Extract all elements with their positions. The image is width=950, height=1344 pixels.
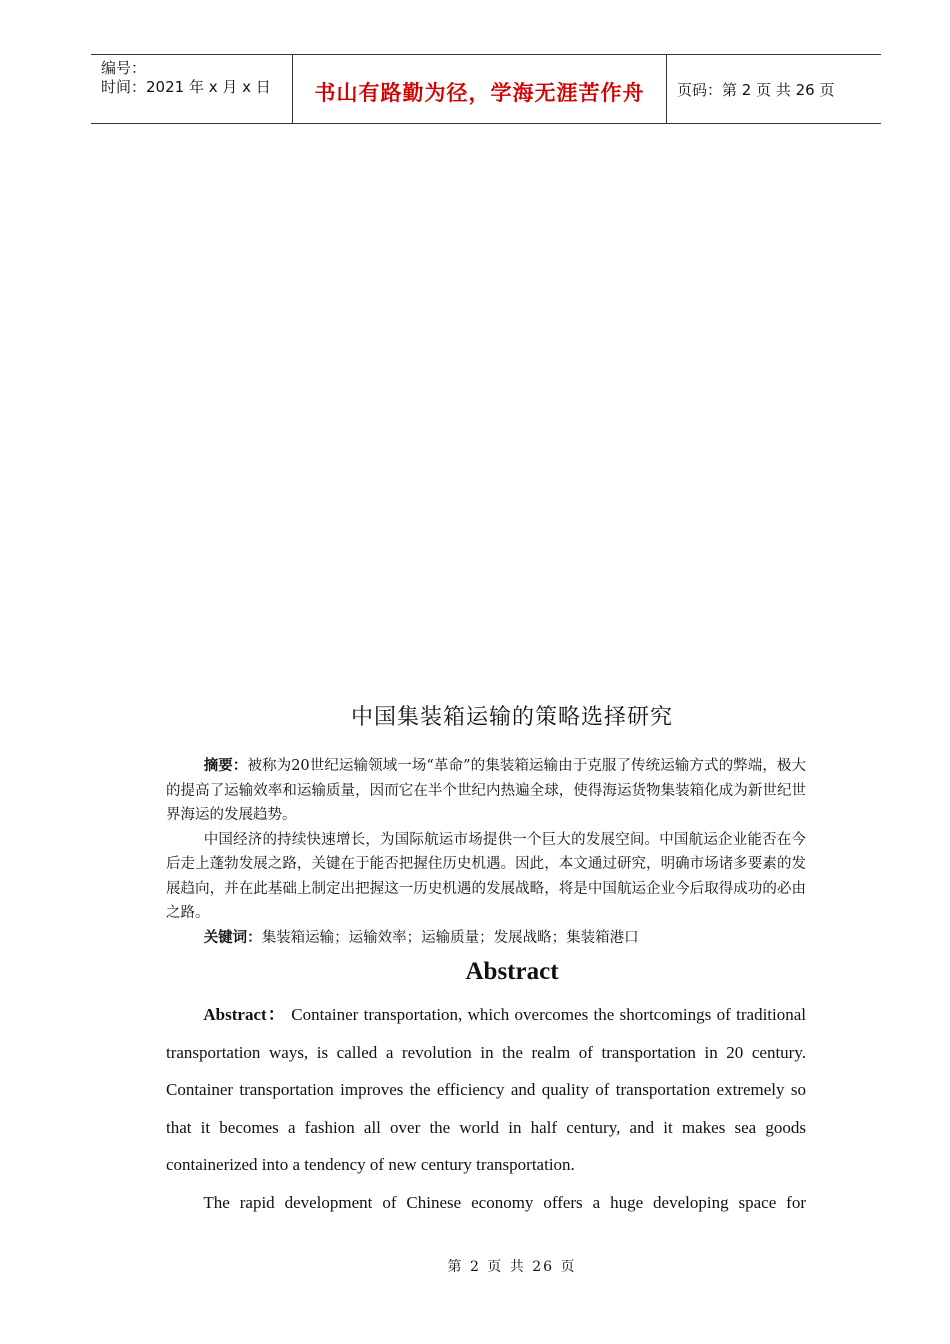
summary-text-1: 被称为20世纪运输领域一场“革命”的集装箱运输由于克服了传统运输方式的弊端，极大的提高了运输效率和运输质量，因而它在半个世纪内热遍全球，使得海运货物集装箱化成为新世纪世界海运的发展趋势。	[166, 758, 806, 823]
serial-label: 编号：	[101, 59, 147, 77]
header-page-cell	[667, 55, 881, 123]
page-info: 页码：第 2 页 共 26 页	[677, 81, 835, 99]
summary-paragraph-1	[166, 754, 806, 828]
abstract-paragraph-1	[166, 996, 806, 1184]
abstract-text-1: Container transportation, which overcomes the shortcomings of traditional transportation ways, is called a revolution in the realm of transportation in 20 century. Container transportation improves the efficiency and quality of transportation extremely so that it becomes a fashion all over the world in half century, and it makes sea goods containerized into a tendency of new century transportation.	[166, 1005, 807, 1174]
document-title: 中国集装箱运输的策略选择研究	[350, 705, 673, 730]
header-motto-cell	[293, 55, 667, 123]
keywords-text: 集装箱运输；运输效率；运输质量；发展战略；集装箱港口	[261, 929, 639, 946]
page-footer: 第 2 页 共 26 页	[447, 1259, 577, 1275]
header-info-cell	[91, 55, 293, 123]
keywords-line	[166, 926, 806, 951]
abstract-paragraph-2: The rapid development of Chinese economy offers a huge developing space for	[203, 1192, 806, 1212]
motto-text: 书山有路勤为径，学海无涯苦作舟	[314, 81, 645, 105]
page-header	[91, 54, 881, 124]
english-abstract	[166, 996, 806, 1221]
abstract-heading: Abstract	[465, 958, 559, 985]
abstract-label: Abstract：	[203, 1005, 286, 1024]
keywords-label: 关键词：	[203, 929, 262, 946]
summary-label: 摘要：	[203, 758, 248, 774]
summary-paragraph-2: 中国经济的持续快速增长，为国际航运市场提供一个巨大的发展空间。中国航运企业能否在今后走上蓬勃发展之路，关键在于能否把握住历史机遇。因此，本文通过研究，明确市场诸多要素的发展趋向，并在此基础上制定出把握这一历史机遇的发展战略，将是中国航运企业今后取得成功的必由之路。	[166, 831, 806, 921]
time-label: 时间：2021 年 x 月 x 日	[101, 78, 271, 96]
chinese-summary	[166, 754, 806, 950]
